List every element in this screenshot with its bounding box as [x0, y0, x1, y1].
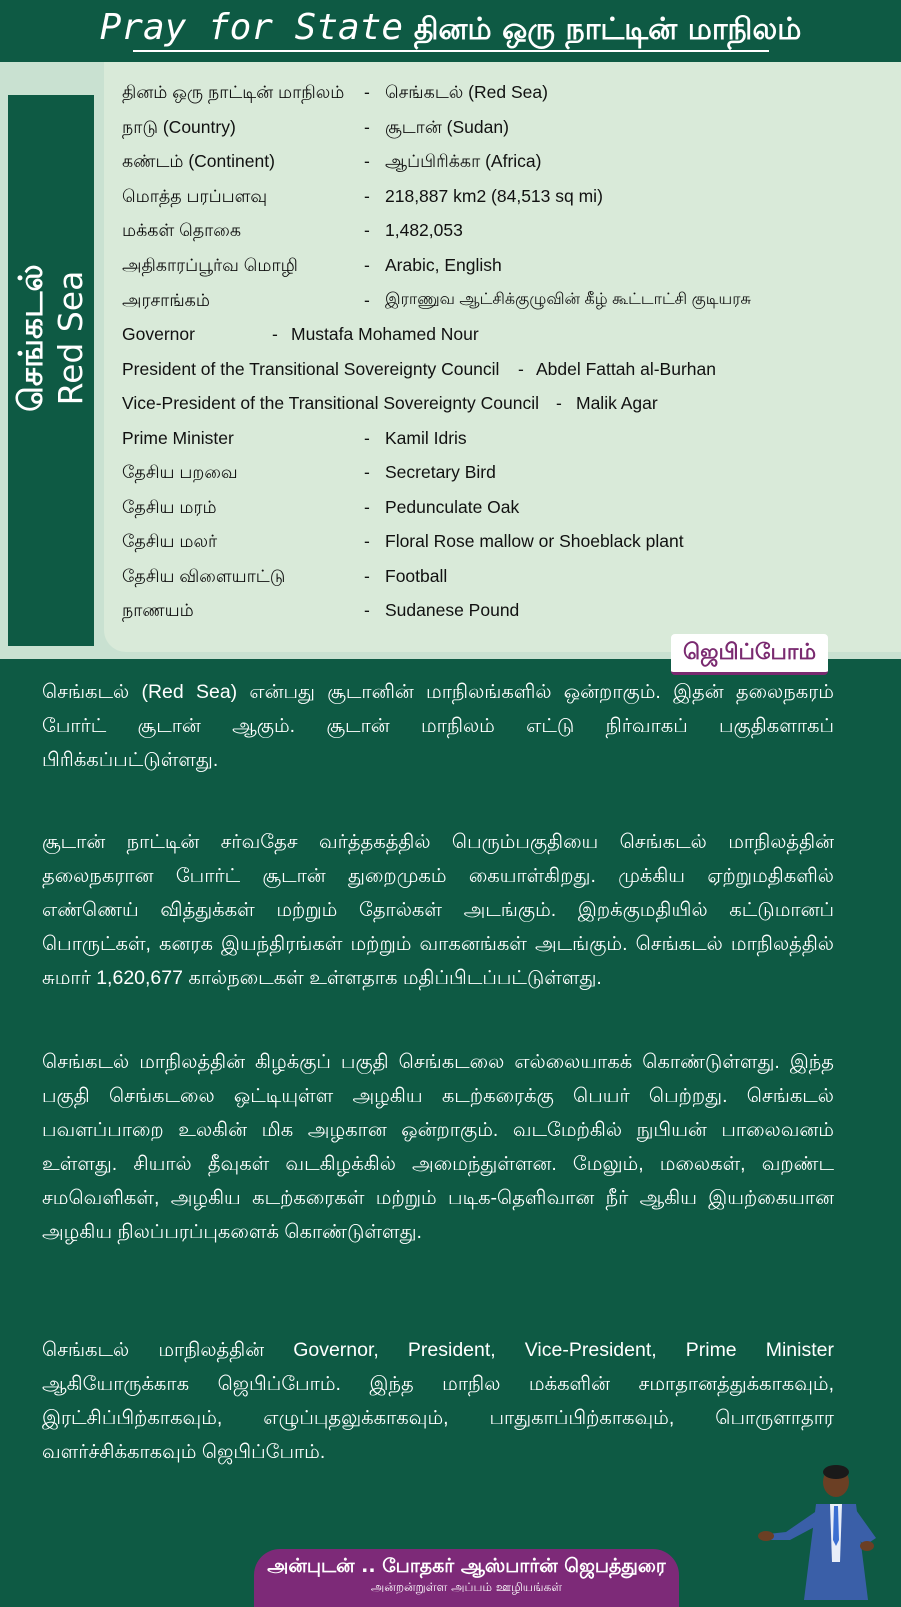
info-value: ஆப்பிரிக்கா (Africa)	[385, 151, 542, 171]
info-separator: -	[364, 531, 370, 551]
info-separator: -	[364, 82, 370, 102]
info-value: Mustafa Mohamed Nour	[291, 324, 479, 344]
info-separator: -	[364, 428, 370, 448]
info-value: இராணுவ ஆட்சிக்குழுவின் கீழ் கூட்டாட்சி குடியரசு	[385, 291, 751, 308]
info-value: Football	[385, 566, 448, 586]
info-label: மக்கள் தொகை	[122, 220, 242, 240]
side-band-label	[11, 264, 91, 412]
paragraph-prayer: செங்கடல் மாநிலத்தின் Governor, President, Vice-President, Prime Minister ஆகியோருக்காக ஜெபிப்போம். இந்த மாநில மக்களின் சமாதானத்துக்காகவும், இரட்சிப்பிற்காகவும், எழுப்புதலுக்காகவும், பாதுகாப்பிற்காகவும், பொருளாதார வளர்ச்சிக்காகவும் ஜெபிப்போம்.	[42, 1339, 834, 1463]
info-label: President of the Transitional Sovereignty Council	[122, 359, 500, 379]
info-label: தேசிய மரம்	[122, 497, 217, 517]
header	[0, 0, 901, 62]
title-underline	[133, 50, 769, 52]
title-english: Pray for State	[99, 7, 404, 48]
info-label: கண்டம் (Continent)	[122, 151, 275, 171]
info-value: Sudanese Pound	[385, 600, 520, 620]
info-separator: -	[364, 255, 370, 275]
info-value: 1,482,053	[385, 220, 463, 240]
side-band-tamil: செங்கடல்	[11, 264, 50, 412]
info-label: நாடு (Country)	[122, 117, 236, 137]
info-separator: -	[364, 117, 370, 137]
info-value: Malik Agar	[576, 393, 658, 413]
info-label: தேசிய பறவை	[122, 462, 238, 482]
side-band-english: Red Sea	[51, 270, 90, 406]
info-value: Abdel Fattah al-Burhan	[536, 359, 716, 379]
info-label: Prime Minister	[122, 428, 234, 448]
info-separator: -	[364, 600, 370, 620]
info-value: 218,887 km2 (84,513 sq mi)	[385, 186, 603, 206]
info-separator: -	[364, 151, 370, 171]
info-label: நாணயம்	[122, 600, 194, 620]
info-label: அதிகாரப்பூர்வ மொழி	[122, 255, 298, 275]
title-tamil: தினம் ஒரு நாட்டின் மாநிலம்	[413, 12, 802, 47]
info-label: Governor	[122, 324, 195, 344]
info-separator: -	[556, 393, 562, 413]
info-separator: -	[364, 220, 370, 240]
info-value: செங்கடல் (Red Sea)	[385, 82, 548, 102]
info-label: தேசிய மலர்	[122, 531, 218, 551]
info-label: தினம் ஒரு நாட்டின் மாநிலம்	[122, 82, 345, 102]
info-label: அரசாங்கம்	[122, 290, 210, 310]
footer-author: அன்புடன் .. போதகர் ஆஸ்பார்ன் ஜெபத்துரை	[267, 1555, 666, 1577]
info-value: Secretary Bird	[385, 462, 496, 482]
info-label: தேசிய விளையாட்டு	[122, 566, 286, 586]
info-value: Kamil Idris	[385, 428, 467, 448]
footer-ministry: அன்றன்றுள்ள அப்பம் ஊழியங்கள்	[370, 1580, 563, 1594]
footer-bar	[254, 1549, 679, 1607]
speaker-illustration	[746, 1462, 901, 1600]
paragraph-intro: செங்கடல் (Red Sea) என்பது சூடானின் மாநிலங்களில் ஒன்றாகும். இதன் தலைநகரம் போர்ட் சூடான் ஆகும். சூடான் மாநிலம் எட்டு நிர்வாகப் பகுதிகளாகப் பிரிக்கப்பட்டுள்ளது.	[42, 681, 834, 771]
info-separator: -	[364, 497, 370, 517]
info-value: Floral Rose mallow or Shoeblack plant	[385, 531, 684, 551]
info-value: Pedunculate Oak	[385, 497, 520, 517]
info-value: சூடான் (Sudan)	[385, 117, 509, 137]
info-value: Arabic, English	[385, 255, 502, 275]
paragraph-geography: செங்கடல் மாநிலத்தின் கிழக்குப் பகுதி செங்கடலை எல்லையாகக் கொண்டுள்ளது. இந்த பகுதி செங்கடலை ஒட்டியுள்ள அழகிய கடற்கரைக்கு பெயர் பெற்றது. செங்கடல் பவளப்பாறை உலகின் மிக அழகான ஒன்றாகும். வடமேற்கில் நுபியன் பாலைவனம் உள்ளது. சியால் தீவுகள் வடகிழக்கில் அமைந்துள்ளன. மேலும், மலைகள், வறண்ட சமவெளிகள், அழகிய கடற்கரைகள் மற்றும் படிக-தெளிவான நீர் ஆகிய இயற்கையான அழகிய நிலப்பரப்புகளைக் கொண்டுள்ளது.	[42, 1051, 834, 1243]
paragraph-trade: சூடான் நாட்டின் சர்வதேச வர்த்தகத்தில் பெரும்பகுதியை செங்கடல் மாநிலத்தின் தலைநகரான போர்ட் சூடான் துறைமுகம் கையாள்கிறது. முக்கிய ஏற்றுமதிகளில் எண்ணெய் வித்துக்கள் மற்றும் தோல்கள் அடங்கும். இறக்குமதியில் கட்டுமானப் பொருட்கள், கனரக இயந்திரங்கள் மற்றும் வாகனங்கள் அடங்கும். செங்கடல் மாநிலத்தில் சுமார் 1,620,677 கால்நடைகள் உள்ளதாக மதிப்பிடப்பட்டுள்ளது.	[42, 831, 834, 989]
info-separator: -	[364, 186, 370, 206]
info-separator: -	[272, 324, 278, 344]
info-separator: -	[518, 359, 524, 379]
info-label: மொத்த பரப்பளவு	[122, 186, 268, 206]
info-label: Vice-President of the Transitional Sovereignty Council	[122, 393, 539, 413]
info-separator: -	[364, 290, 370, 310]
pray-badge: ஜெபிப்போம்	[671, 634, 828, 675]
info-separator: -	[364, 566, 370, 586]
info-separator: -	[364, 462, 370, 482]
page-title	[0, 6, 901, 52]
